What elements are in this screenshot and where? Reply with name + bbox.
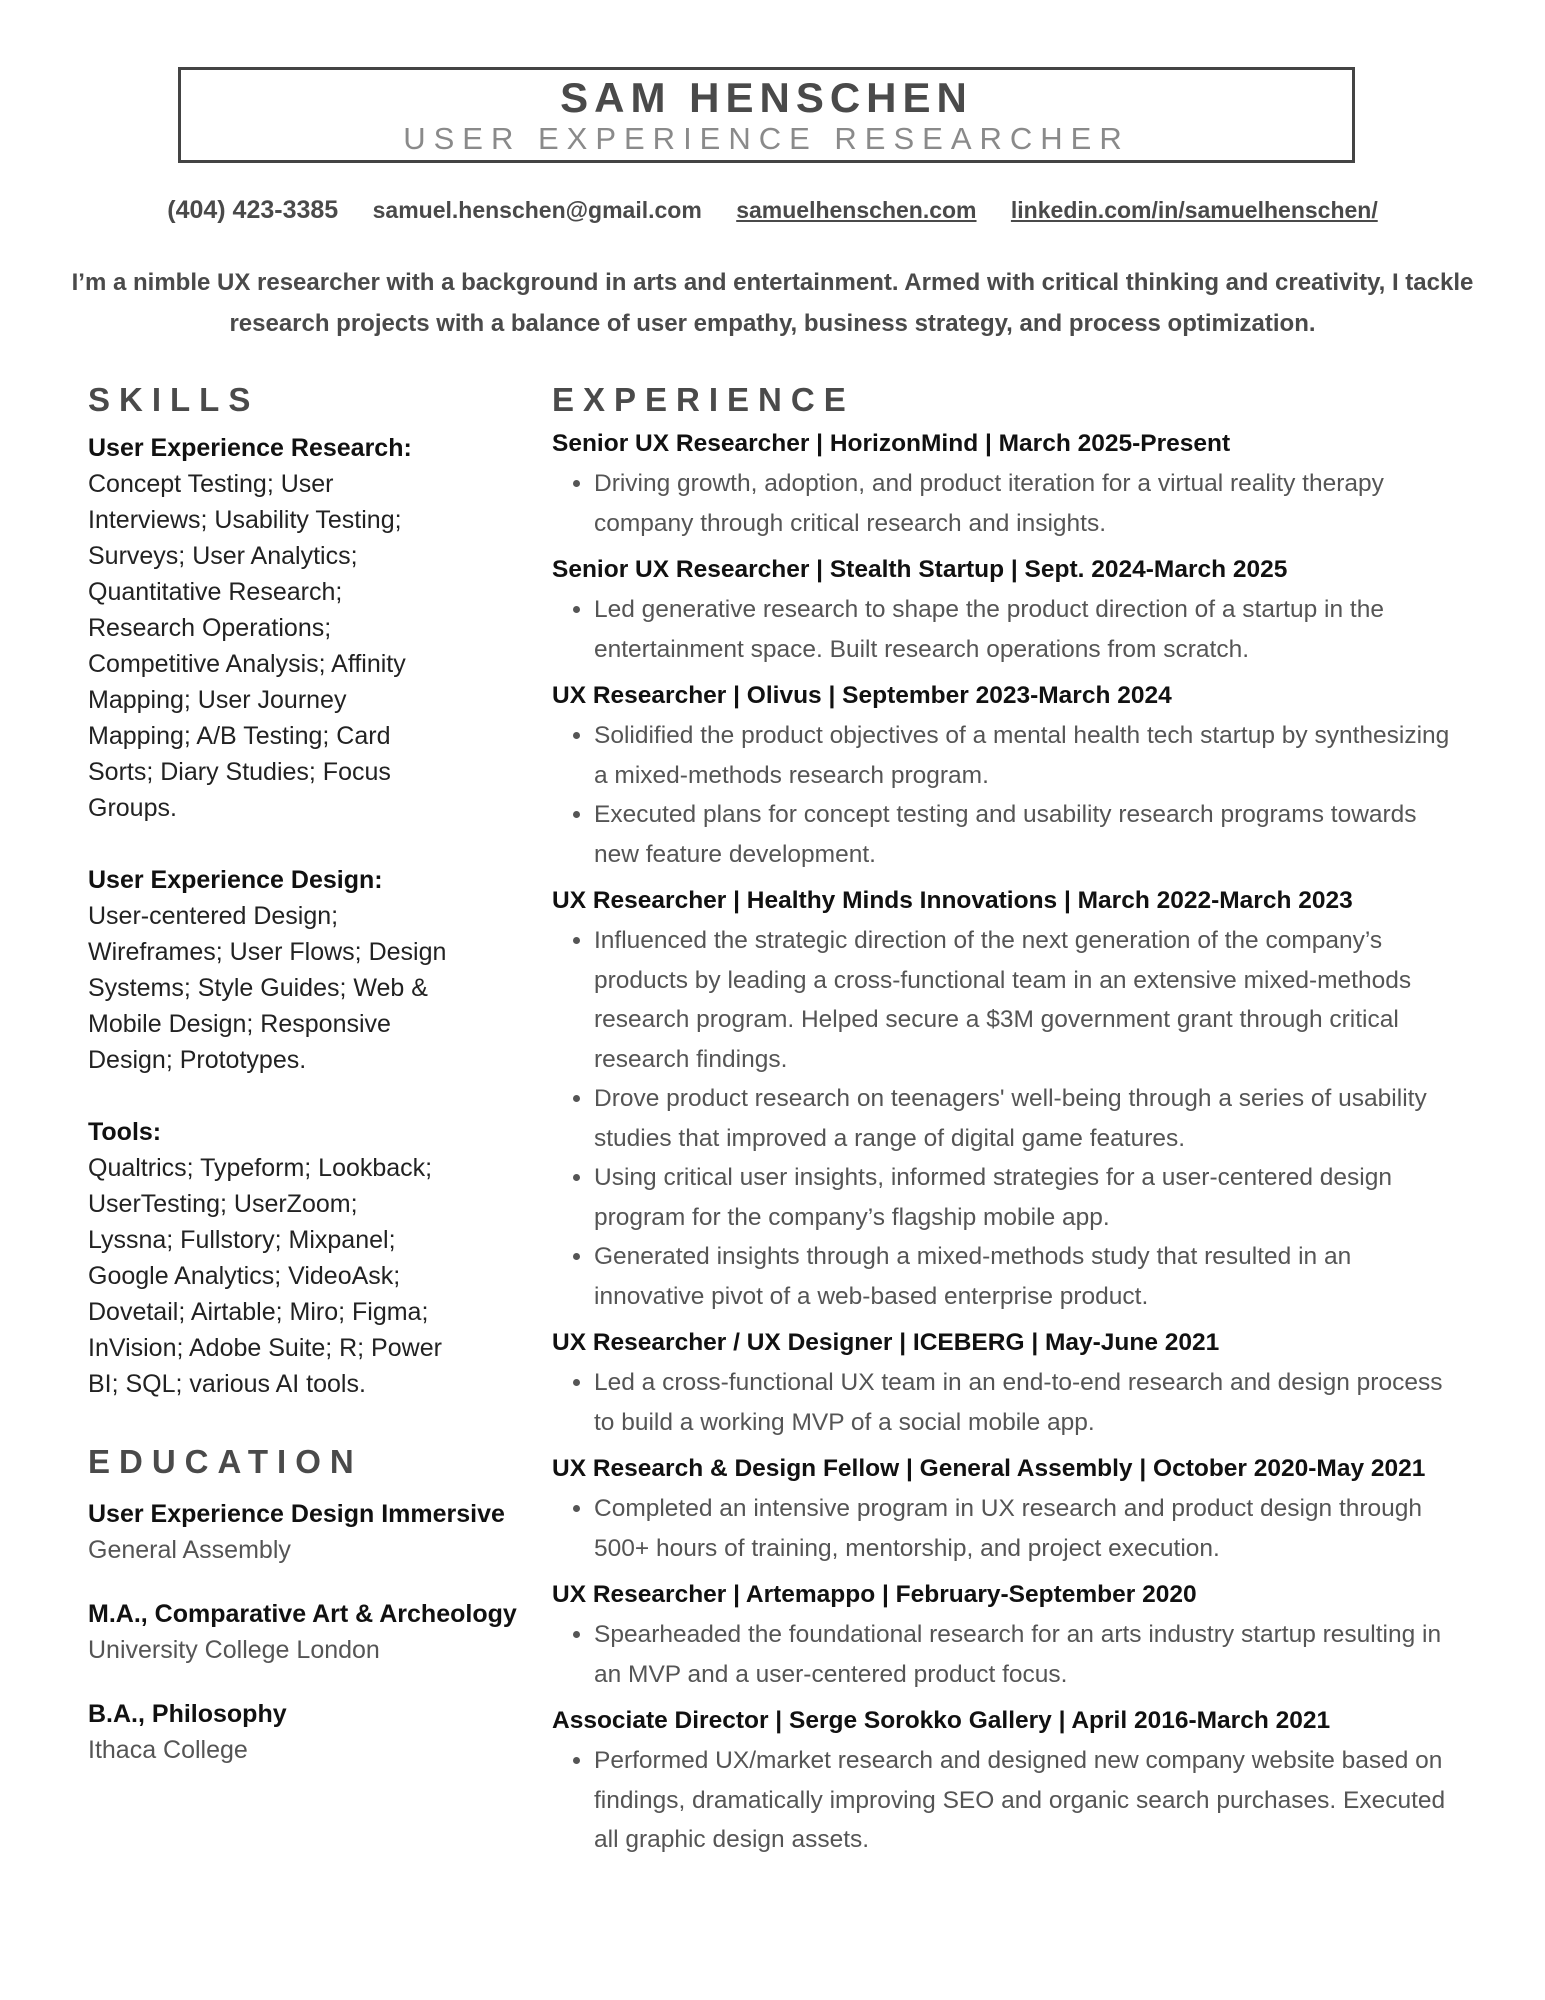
contact-website-link[interactable]: samuelhenschen.com <box>736 197 977 223</box>
summary: I’m a nimble UX researcher with a background in arts and entertainment. Armed with critical thinking and creativity, I tackle research projects with a balance of user empathy, business strategy, and process optimization. <box>71 269 1474 337</box>
skill-group <box>88 862 528 1078</box>
education-school: Ithaca College <box>88 1736 248 1764</box>
job-title: UX Researcher | Artemappo | February-September 2020 <box>552 1581 1197 1608</box>
skill-group <box>88 430 528 826</box>
education-school: University College London <box>88 1636 380 1664</box>
job-title: Associate Director | Serge Sorokko Gallery | April 2016-March 2021 <box>552 1707 1331 1734</box>
job-entry <box>552 426 1452 543</box>
job-bullet: • Driving growth, adoption, and product iteration for a virtual reality therapy company through critical research and insights. <box>594 464 1452 543</box>
job-entry <box>552 552 1452 669</box>
job-bullets <box>552 921 1452 1316</box>
job-bullet: • Performed UX/market research and designed new company website based on findings, dramatically improving SEO and organic search purchases. Executed all graphic design assets. <box>594 1741 1452 1860</box>
contact-email[interactable]: samuel.henschen@gmail.com <box>372 197 702 223</box>
skill-group <box>88 1114 528 1402</box>
job-title: UX Researcher | Healthy Minds Innovations | March 2022-March 2023 <box>552 887 1353 914</box>
job-bullet: • Spearheaded the foundational research for an arts industry startup resulting in an MVP and a user-centered product focus. <box>594 1615 1452 1694</box>
candidate-title: USER EXPERIENCE RESEARCHER <box>403 121 1130 156</box>
skill-group-text: User-centered Design; Wireframes; User Flows; Design Systems; Style Guides; Web & Mobile Design; Responsive Design; Prototypes. <box>88 902 447 1074</box>
job-title: UX Research & Design Fellow | General Assembly | October 2020-May 2021 <box>552 1455 1426 1482</box>
job-bullets <box>552 464 1452 543</box>
education-degree: User Experience Design Immersive <box>88 1500 505 1528</box>
education-school: General Assembly <box>88 1536 291 1564</box>
experience-heading: EXPERIENCE <box>552 381 855 418</box>
job-bullets <box>552 1363 1452 1442</box>
job-bullet: • Drove product research on teenagers' well-being through a series of usability studies that improved a range of digital game features. <box>594 1079 1452 1158</box>
education-heading: EDUCATION <box>88 1443 363 1480</box>
job-entry <box>552 1577 1452 1694</box>
contact-phone: (404) 423-3385 <box>167 196 339 224</box>
skill-group-text: Concept Testing; User Interviews; Usability Testing; Surveys; User Analytics; Quantitative Research; Research Operations; Competitive Analysis; Affinity Mapping; User Journey Mapping; A/B Testing; Card Sorts; Diary Studies; Focus Groups. <box>88 470 406 822</box>
education-item <box>88 1496 528 1568</box>
education-item <box>88 1696 528 1768</box>
job-bullets <box>552 1615 1452 1694</box>
job-bullet: • Executed plans for concept testing and usability research programs towards new feature development. <box>594 795 1452 874</box>
contact-line <box>0 196 1545 225</box>
left-column <box>88 380 528 1796</box>
job-bullet: • Completed an intensive program in UX research and product design through 500+ hours of training, mentorship, and project execution. <box>594 1489 1452 1568</box>
job-entry <box>552 678 1452 874</box>
right-column <box>552 380 1452 1869</box>
job-bullet: • Using critical user insights, informed strategies for a user-centered design program for the company’s flagship mobile app. <box>594 1158 1452 1237</box>
candidate-name: SAM HENSCHEN <box>560 74 973 121</box>
job-bullet: • Generated insights through a mixed-methods study that resulted in an innovative pivot of a web-based enterprise product. <box>594 1237 1452 1316</box>
job-bullet: • Solidified the product objectives of a mental health tech startup by synthesizing a mixed-methods research program. <box>594 716 1452 795</box>
skill-group-text: Qualtrics; Typeform; Lookback; UserTesting; UserZoom; Lyssna; Fullstory; Mixpanel; Google Analytics; VideoAsk; Dovetail; Airtable; Miro; Figma; InVision; Adobe Suite; R; Power BI; SQL; various AI tools. <box>88 1154 442 1398</box>
job-bullets <box>552 1741 1452 1860</box>
job-title: UX Researcher / UX Designer | ICEBERG | May-June 2021 <box>552 1329 1220 1356</box>
education-degree: M.A., Comparative Art & Archeology <box>88 1600 517 1628</box>
header-box <box>178 67 1355 163</box>
job-title: UX Researcher | Olivus | September 2023-March 2024 <box>552 682 1172 709</box>
skill-group-title: User Experience Research: <box>88 434 412 462</box>
job-bullets <box>552 716 1452 874</box>
skill-group-title: Tools: <box>88 1118 162 1146</box>
education-item <box>88 1596 528 1668</box>
job-title: Senior UX Researcher | HorizonMind | March 2025-Present <box>552 430 1231 457</box>
skill-group-title: User Experience Design: <box>88 866 383 894</box>
job-entry <box>552 883 1452 1316</box>
job-bullet: • Influenced the strategic direction of the next generation of the company’s products by leading a cross-functional team in an extensive mixed-methods research program. Helped secure a $3M government grant through critical research findings. <box>594 921 1452 1079</box>
job-entry <box>552 1703 1452 1860</box>
job-entry <box>552 1451 1452 1568</box>
job-bullets <box>552 1489 1452 1568</box>
job-title: Senior UX Researcher | Stealth Startup | Sept. 2024-March 2025 <box>552 556 1288 583</box>
job-bullet: • Led generative research to shape the product direction of a startup in the entertainment space. Built research operations from scratch. <box>594 590 1452 669</box>
job-bullets <box>552 590 1452 669</box>
job-entry <box>552 1325 1452 1442</box>
skills-heading: SKILLS <box>88 381 260 418</box>
contact-linkedin-link[interactable]: linkedin.com/in/samuelhenschen/ <box>1010 197 1378 223</box>
education-degree: B.A., Philosophy <box>88 1700 287 1728</box>
job-bullet: • Led a cross-functional UX team in an end-to-end research and design process to build a working MVP of a social mobile app. <box>594 1363 1452 1442</box>
